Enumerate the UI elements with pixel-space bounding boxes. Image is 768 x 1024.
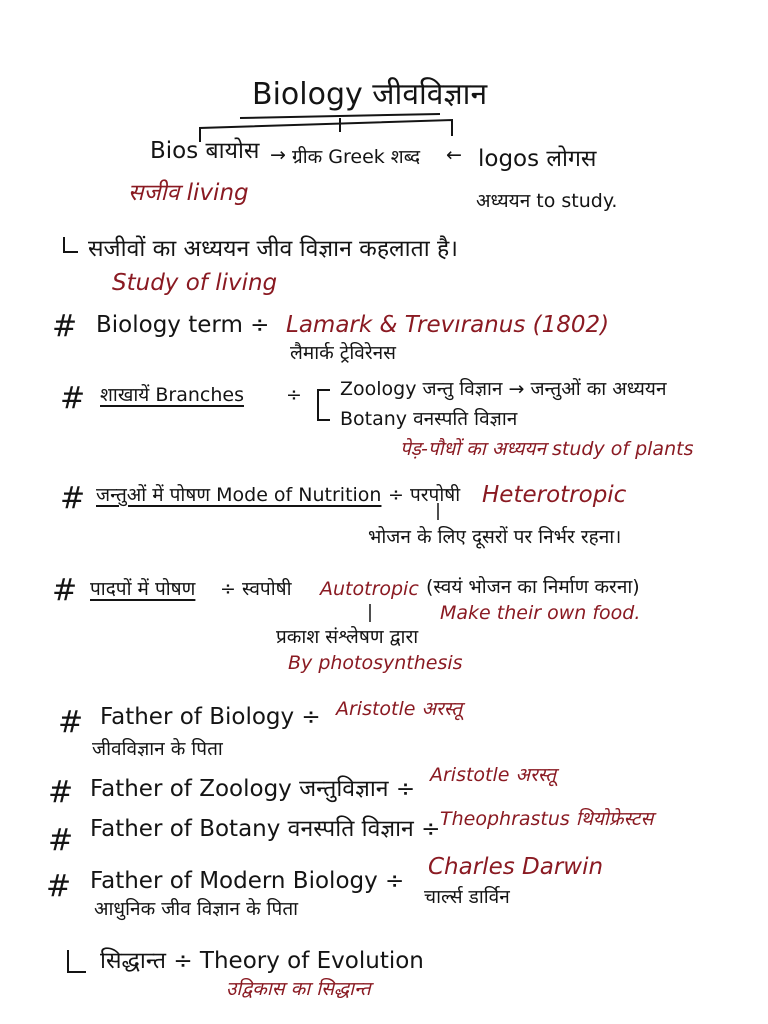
term-hindi-names: लैमार्क ट्रेविरेनस — [290, 342, 397, 364]
hash-marker: # — [46, 869, 72, 904]
page-title: Biology जीवविज्ञान — [252, 77, 488, 112]
botany-note: पेड़-पौधों का अध्ययन study of plants — [400, 438, 694, 460]
father-biology-name: Aristotle अरस्तू — [336, 698, 463, 720]
father-biology-sub: जीवविज्ञान के पिता — [92, 738, 223, 760]
plant-nutrition-label: पादपों में पोषण — [90, 578, 196, 600]
definition-english: Study of living — [112, 270, 278, 296]
logos-word: logos लोगस — [478, 146, 597, 172]
botany-line: Botany वनस्पति विज्ञान — [340, 408, 518, 430]
zoology-line: Zoology जन्तु विज्ञान → जन्तुओं का अध्ययन — [340, 378, 667, 400]
photosynthesis-hindi: प्रकाश संश्लेषण द्वारा — [276, 626, 419, 648]
father-zoology-label: Father of Zoology जन्तुविज्ञान ÷ — [90, 776, 416, 802]
adhyayan-study: अध्ययन to study. — [476, 190, 618, 212]
sajeev-living: सजीव living — [128, 180, 249, 206]
hash-marker: # — [58, 705, 84, 740]
plant-nutrition-sep: ÷ स्वपोषी — [220, 578, 292, 600]
hash-marker: # — [60, 381, 86, 416]
hash-marker: # — [52, 573, 78, 608]
hash-marker: # — [52, 309, 78, 344]
branches-sep: ÷ — [286, 384, 302, 406]
animal-nutrition-label: जन्तुओं में पोषण Mode of Nutrition — [96, 484, 382, 506]
arrow-left-icon: ← — [446, 144, 462, 166]
hash-marker: # — [48, 775, 74, 810]
father-modern-name: Charles Darwin — [428, 854, 604, 880]
father-modern-sub-name: चार्ल्स डार्विन — [424, 886, 510, 908]
father-modern-sub: आधुनिक जीव विज्ञान के पिता — [94, 898, 299, 920]
term-label: Biology term ÷ — [96, 312, 270, 338]
greek-word: ग्रीक Greek शब्द — [292, 146, 421, 168]
animal-nutrition-sep: ÷ परपोषी — [388, 484, 461, 506]
theory-hindi: उद्विकास का सिद्धान्त — [226, 978, 371, 1000]
father-botany-name: Theophrastus थियोफ्रेस्टस — [440, 808, 654, 830]
animal-nutrition-note: भोजन के लिए दूसरों पर निर्भर रहना। — [368, 526, 622, 548]
father-biology-label: Father of Biology ÷ — [100, 704, 321, 730]
father-botany-label: Father of Botany वनस्पति विज्ञान ÷ — [90, 816, 441, 842]
plant-nutrition-hindi-note: (स्वयं भोजन का निर्माण करना) — [426, 576, 640, 598]
father-modern-label: Father of Modern Biology ÷ — [90, 868, 405, 894]
hash-marker: # — [60, 481, 86, 516]
arrow-right-icon: → — [270, 144, 286, 166]
hash-marker: # — [48, 823, 74, 858]
term-names: Lamark & Trevıranus (1802) — [286, 312, 610, 338]
autotropic: Autotropic — [320, 578, 419, 600]
father-zoology-name: Aristotle अरस्तू — [430, 764, 557, 786]
branches-label: शाखायें Branches — [100, 384, 244, 406]
heterotropic: Heterotropic — [482, 482, 627, 508]
definition-hindi: सजीवों का अध्ययन जीव विज्ञान कहलाता है। — [88, 236, 458, 262]
bios-word: Bios बायोस — [150, 138, 260, 164]
plant-nutrition-english-note: Make their own food. — [440, 602, 641, 624]
theory-line: सिद्धान्त ÷ Theory of Evolution — [100, 948, 424, 974]
photosynthesis-english: By photosynthesis — [288, 652, 463, 674]
